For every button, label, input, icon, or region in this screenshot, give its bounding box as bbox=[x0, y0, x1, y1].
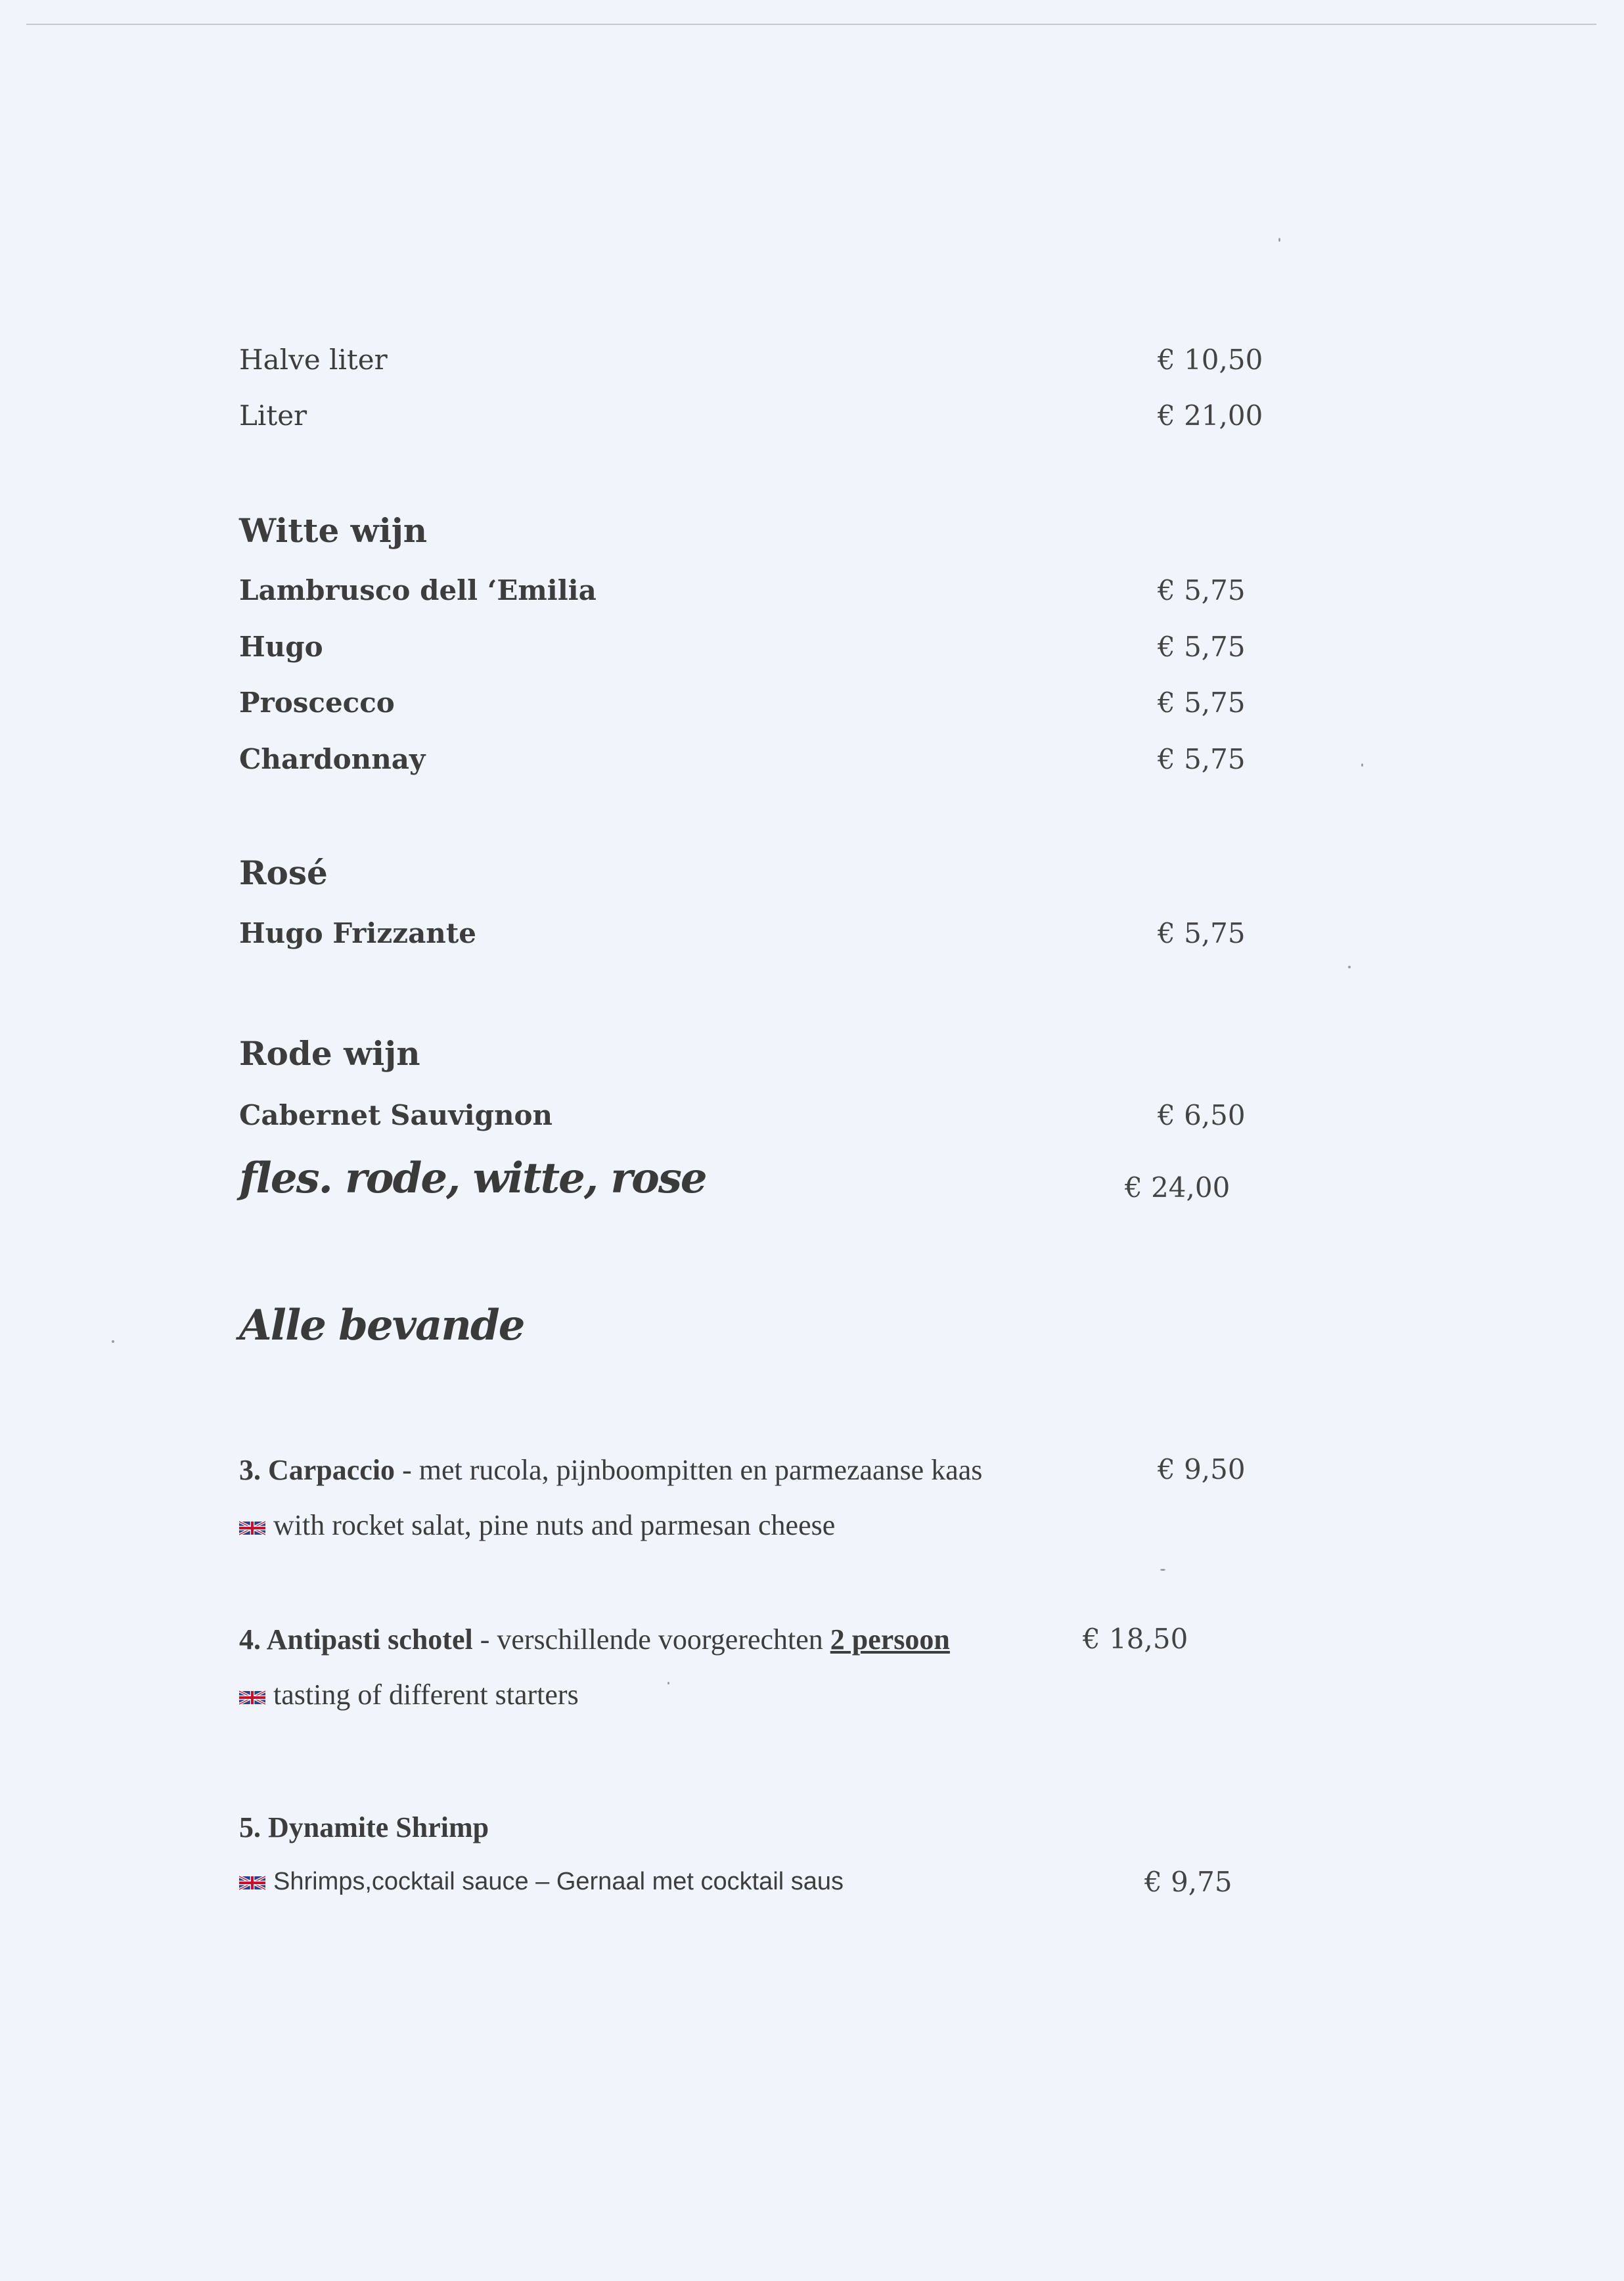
dish-price: € 18,50 bbox=[1083, 1623, 1188, 1655]
dish-english bbox=[239, 1678, 579, 1711]
dish-dynamite-shrimp bbox=[239, 1811, 489, 1844]
dish-name: 5. Dynamite Shrimp bbox=[239, 1811, 489, 1843]
dish-description: met rucola, pijnboompitten en parmezaanse kaas bbox=[418, 1454, 983, 1486]
wine-price: € 5,75 bbox=[1158, 917, 1246, 949]
scan-speck bbox=[667, 1682, 669, 1684]
dish-carpaccio bbox=[239, 1453, 982, 1487]
dish-english bbox=[239, 1508, 835, 1542]
dish-separator: - bbox=[395, 1454, 419, 1486]
scan-speck bbox=[1160, 1569, 1165, 1571]
scan-speck bbox=[112, 1340, 114, 1343]
wine-name: Lambrusco dell ‘Emilia bbox=[239, 574, 597, 606]
wine-price: € 5,75 bbox=[1158, 687, 1246, 719]
drink-price-liter: € 21,00 bbox=[1158, 399, 1263, 432]
dish-description: verschillende voorgerechten bbox=[497, 1623, 830, 1656]
bottle-price: € 24,00 bbox=[1125, 1171, 1230, 1204]
wine-name: Cabernet Sauvignon bbox=[239, 1099, 553, 1131]
scan-speck bbox=[1348, 966, 1351, 968]
uk-flag-icon bbox=[239, 1690, 265, 1705]
english-text: tasting of different starters bbox=[273, 1679, 579, 1711]
dish-price: € 9,50 bbox=[1158, 1453, 1246, 1485]
bottle-label: fles. rode, witte, rose bbox=[239, 1154, 706, 1203]
wine-price: € 5,75 bbox=[1158, 574, 1246, 606]
drink-name-liter: Liter bbox=[239, 399, 307, 432]
scan-speck bbox=[1278, 238, 1280, 242]
uk-flag-icon bbox=[239, 1876, 265, 1890]
top-divider bbox=[26, 24, 1596, 25]
dish-separator: - bbox=[472, 1623, 497, 1656]
heading-rose: Rosé bbox=[239, 853, 328, 892]
wine-name: Proscecco bbox=[239, 687, 395, 719]
english-text: with rocket salat, pine nuts and parmesan cheese bbox=[273, 1509, 836, 1541]
wine-price: € 6,50 bbox=[1158, 1099, 1246, 1131]
dish-antipasti bbox=[239, 1623, 950, 1656]
dish-note: 2 persoon bbox=[830, 1623, 950, 1656]
dish-english bbox=[239, 1868, 844, 1896]
scan-speck bbox=[1361, 763, 1363, 767]
uk-flag-icon bbox=[239, 1521, 265, 1535]
wine-name: Hugo Frizzante bbox=[239, 917, 476, 949]
drink-price-halve-liter: € 10,50 bbox=[1158, 344, 1263, 376]
heading-rode-wijn: Rode wijn bbox=[239, 1034, 420, 1073]
wine-price: € 5,75 bbox=[1158, 743, 1246, 775]
dish-name: 3. Carpaccio bbox=[239, 1454, 395, 1486]
dish-price: € 9,75 bbox=[1144, 1866, 1232, 1898]
drink-name-halve-liter: Halve liter bbox=[239, 344, 388, 376]
dish-name: 4. Antipasti schotel bbox=[239, 1623, 473, 1656]
wine-name: Hugo bbox=[239, 631, 323, 663]
english-text: Shrimps,cocktail sauce – Gernaal met cocktail saus bbox=[273, 1868, 844, 1895]
section-title: Alle bevande bbox=[239, 1301, 524, 1350]
wine-price: € 5,75 bbox=[1158, 631, 1246, 663]
heading-witte-wijn: Witte wijn bbox=[239, 511, 428, 550]
wine-name: Chardonnay bbox=[239, 743, 426, 775]
